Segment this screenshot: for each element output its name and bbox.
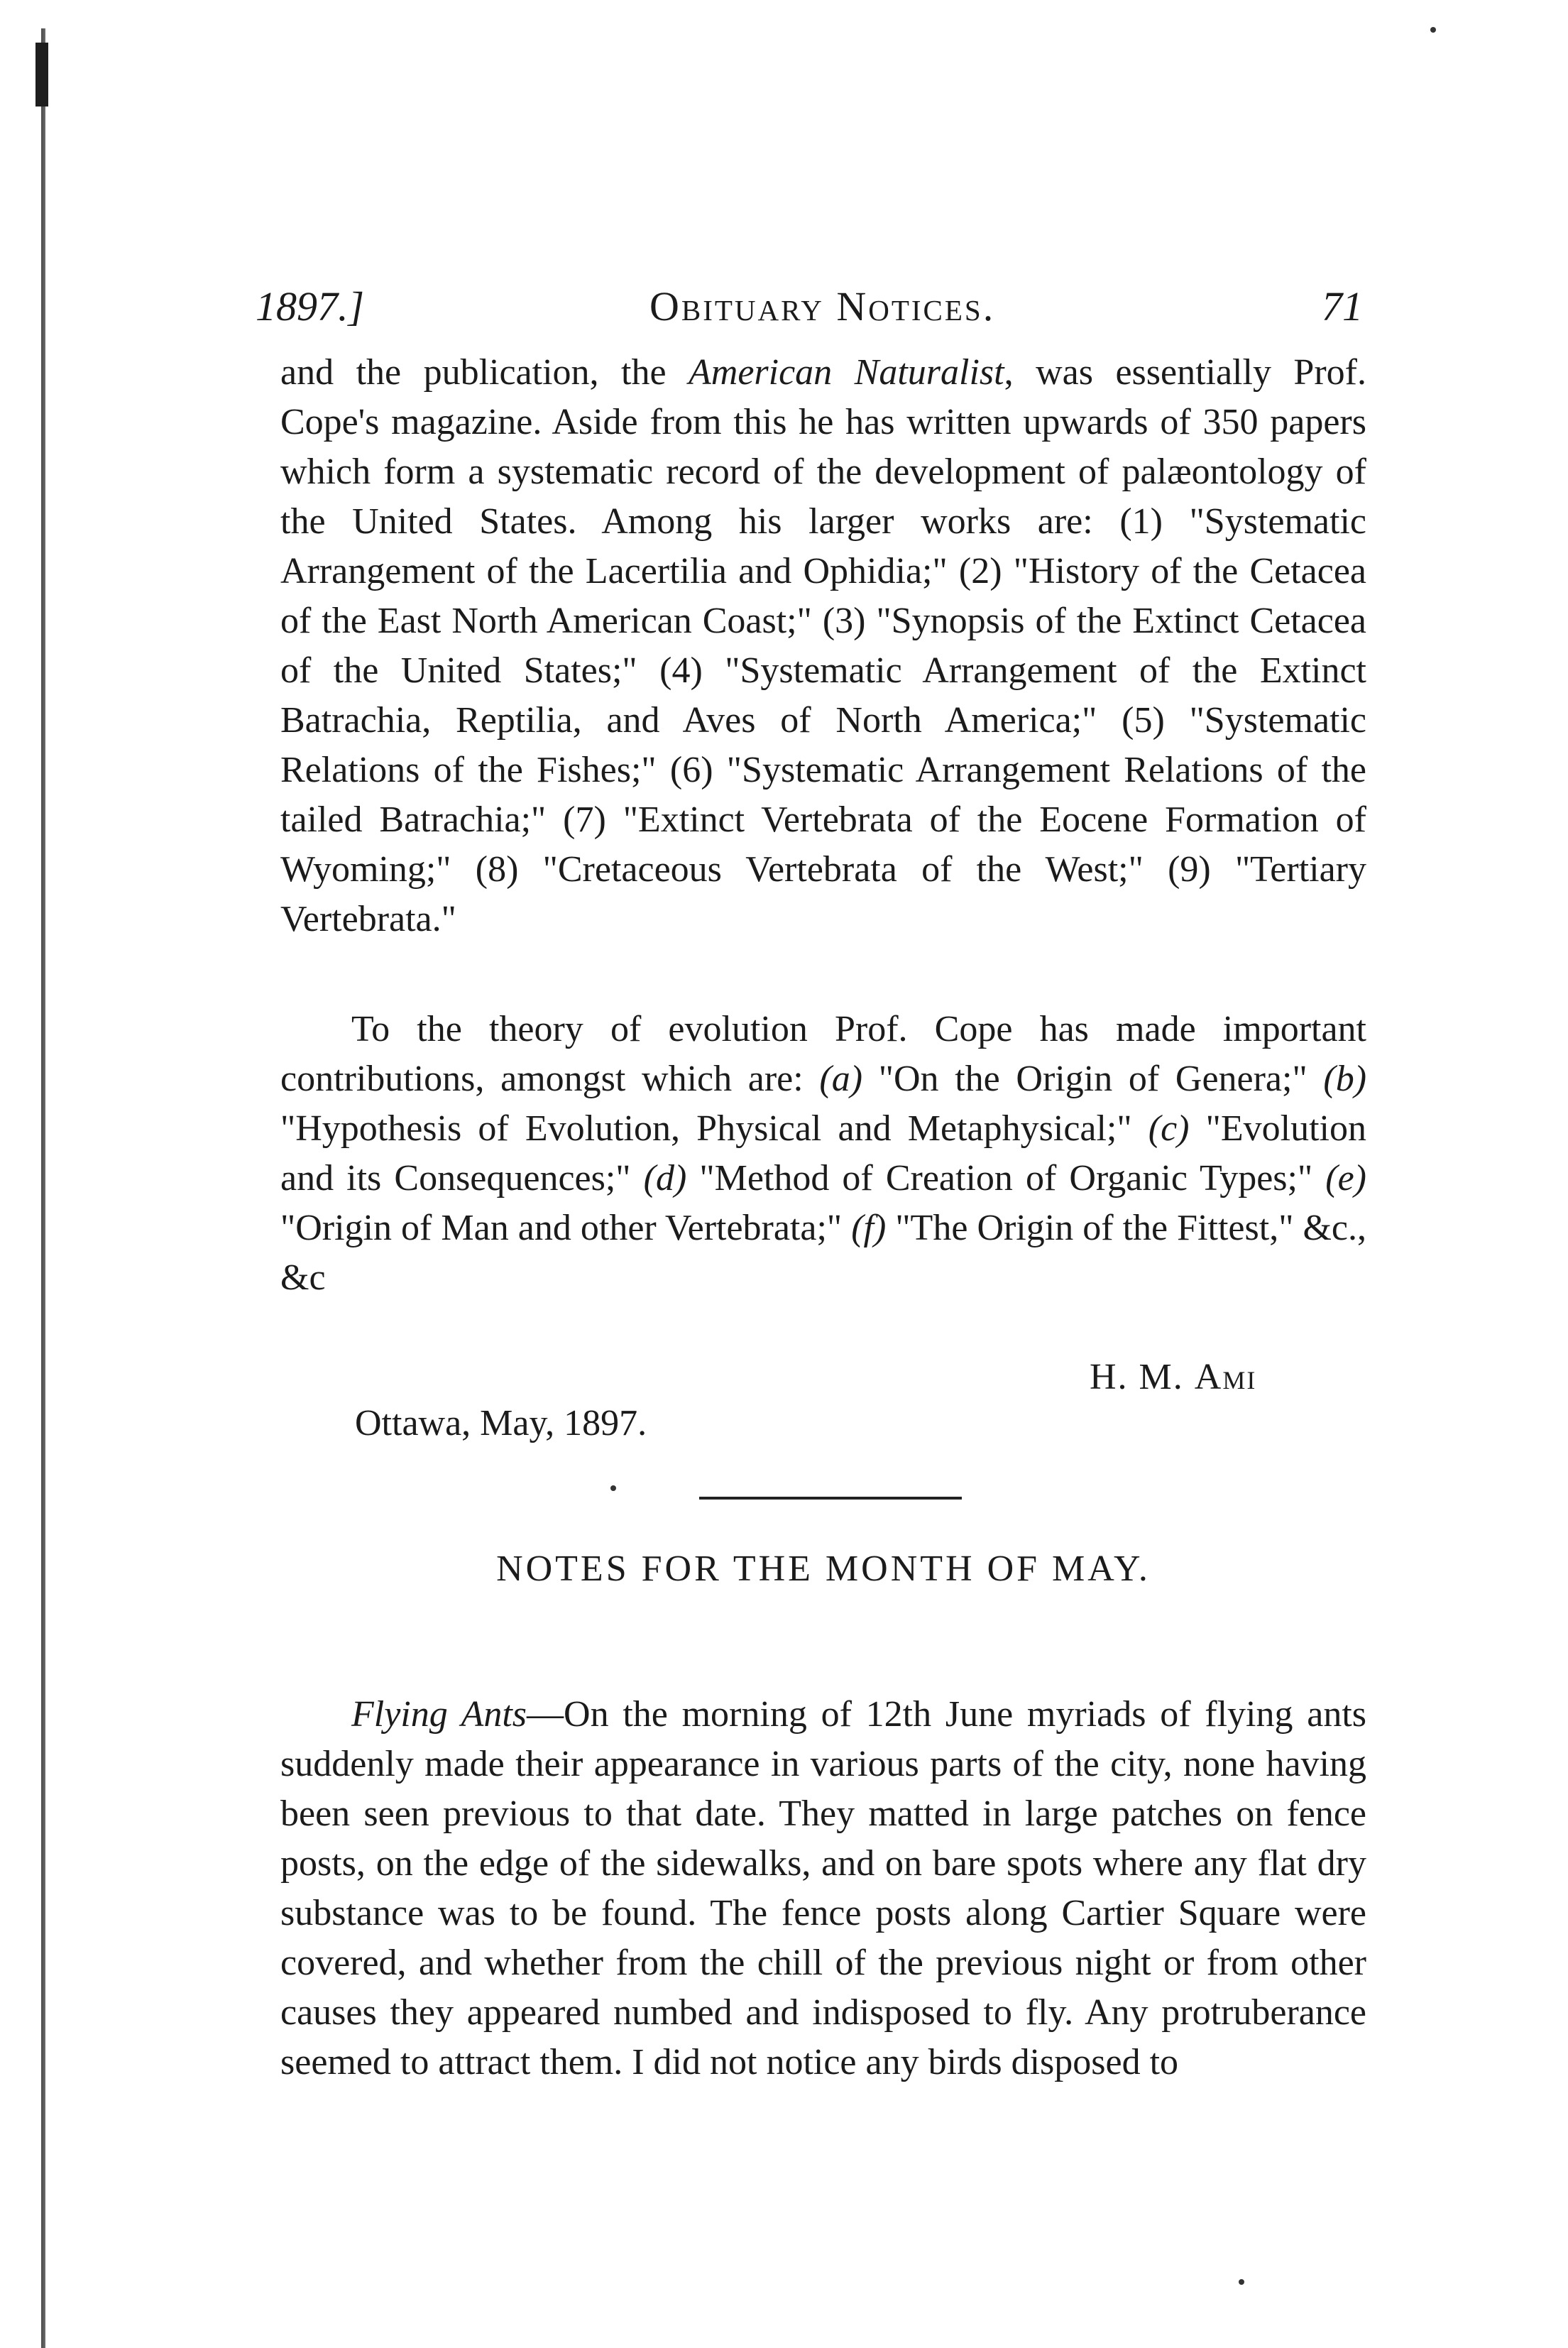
paragraph-flying-ants — [280, 1690, 1366, 2087]
paragraph-text: "The Origin of the Fittest," &c., &c — [280, 1208, 1366, 1298]
journal-title: American Naturalist — [689, 352, 1004, 393]
paragraph-text: "Origin of Man and other Vertebrata;" — [280, 1208, 852, 1248]
item-label: (c) — [1148, 1108, 1190, 1149]
ink-speck — [1239, 2279, 1244, 2285]
paragraph-evolution-contributions — [280, 1005, 1366, 1303]
paragraph-text: "Evolution and its Consequences;" — [280, 1108, 1367, 1198]
dateline: Ottawa, May, 1897. — [355, 1403, 647, 1443]
item-label: (a) — [819, 1059, 863, 1099]
paragraph-text: , was essentially Prof. Cope's magazine. Aside from this he has written upwards of 350 papers which form a systematic record of the development of palæontology of the United States. Among his larger works are: (1) "Systematic Arrangement of the Lacertilia and Ophidia;" (2) "History of the Cetacea of the East North American Coast;" (3) "Synopsis of the Extinct Cetacea of the United States;" (4) "Systematic Arrangement of the Extinct Batrachia, Reptilia, and Aves of North America;" (5) "Systematic Relations of the Fishes;" (6) "Systematic Arrangement Relations of the tailed Batrachia;" (7) "Extinct Vertebrata of the Eocene Formation of Wyoming;" (8) "Cretaceous Vertebrata of the West;" (9) "Tertiary Vertebrata." — [280, 352, 1366, 939]
paragraph-text: and the publication, the — [280, 352, 689, 393]
paragraph-text: To the theory of evolution Prof. Cope has made important contributions, amongst which are: — [280, 1009, 1366, 1099]
section-title: NOTES FOR THE MONTH OF MAY. — [496, 1549, 1151, 1589]
paragraph-cope-works — [280, 348, 1366, 944]
item-label: (f) — [851, 1208, 887, 1248]
paragraph-text: —On the morning of 12th June myriads of flying ants suddenly made their appearance in various parts of the city, none having been seen previous to that date. They matted in large patches on fence posts, on the edge of the sidewalks, and on bare spots where any flat dry substance was to be found. The fence posts along Cartier Square were covered, and whether from the chill of the previous night or from other causes they appeared numbed and indisposed to fly. Any protruberance seemed to attract them. I did not notice any birds disposed to — [280, 1694, 1366, 2082]
running-head — [256, 283, 1363, 332]
ink-speck — [610, 1485, 616, 1491]
binding-mark — [35, 43, 48, 107]
paragraph-text: "Method of Creation of Organic Types;" — [686, 1158, 1326, 1198]
item-label: (d) — [643, 1158, 687, 1198]
signature-surname: Ami — [1194, 1357, 1257, 1397]
section-divider — [699, 1497, 962, 1500]
paragraph-text: "On the Origin of Genera;" — [862, 1059, 1324, 1099]
item-label: (b) — [1323, 1059, 1367, 1099]
binding-edge — [41, 28, 45, 2348]
paragraph-heading: Flying Ants — [351, 1694, 527, 1735]
page-number: 71 — [1322, 283, 1363, 329]
author-signature — [1090, 1356, 1256, 1398]
item-label: (e) — [1325, 1158, 1366, 1198]
running-head-year: 1897.] — [256, 283, 365, 329]
paragraph-text: "Hypothesis of Evolution, Physical and Metaphysical;" — [280, 1108, 1148, 1149]
ink-speck — [1430, 27, 1436, 33]
running-head-title: Obituary Notices. — [649, 283, 996, 329]
signature-initials: H. M. — [1090, 1357, 1195, 1397]
